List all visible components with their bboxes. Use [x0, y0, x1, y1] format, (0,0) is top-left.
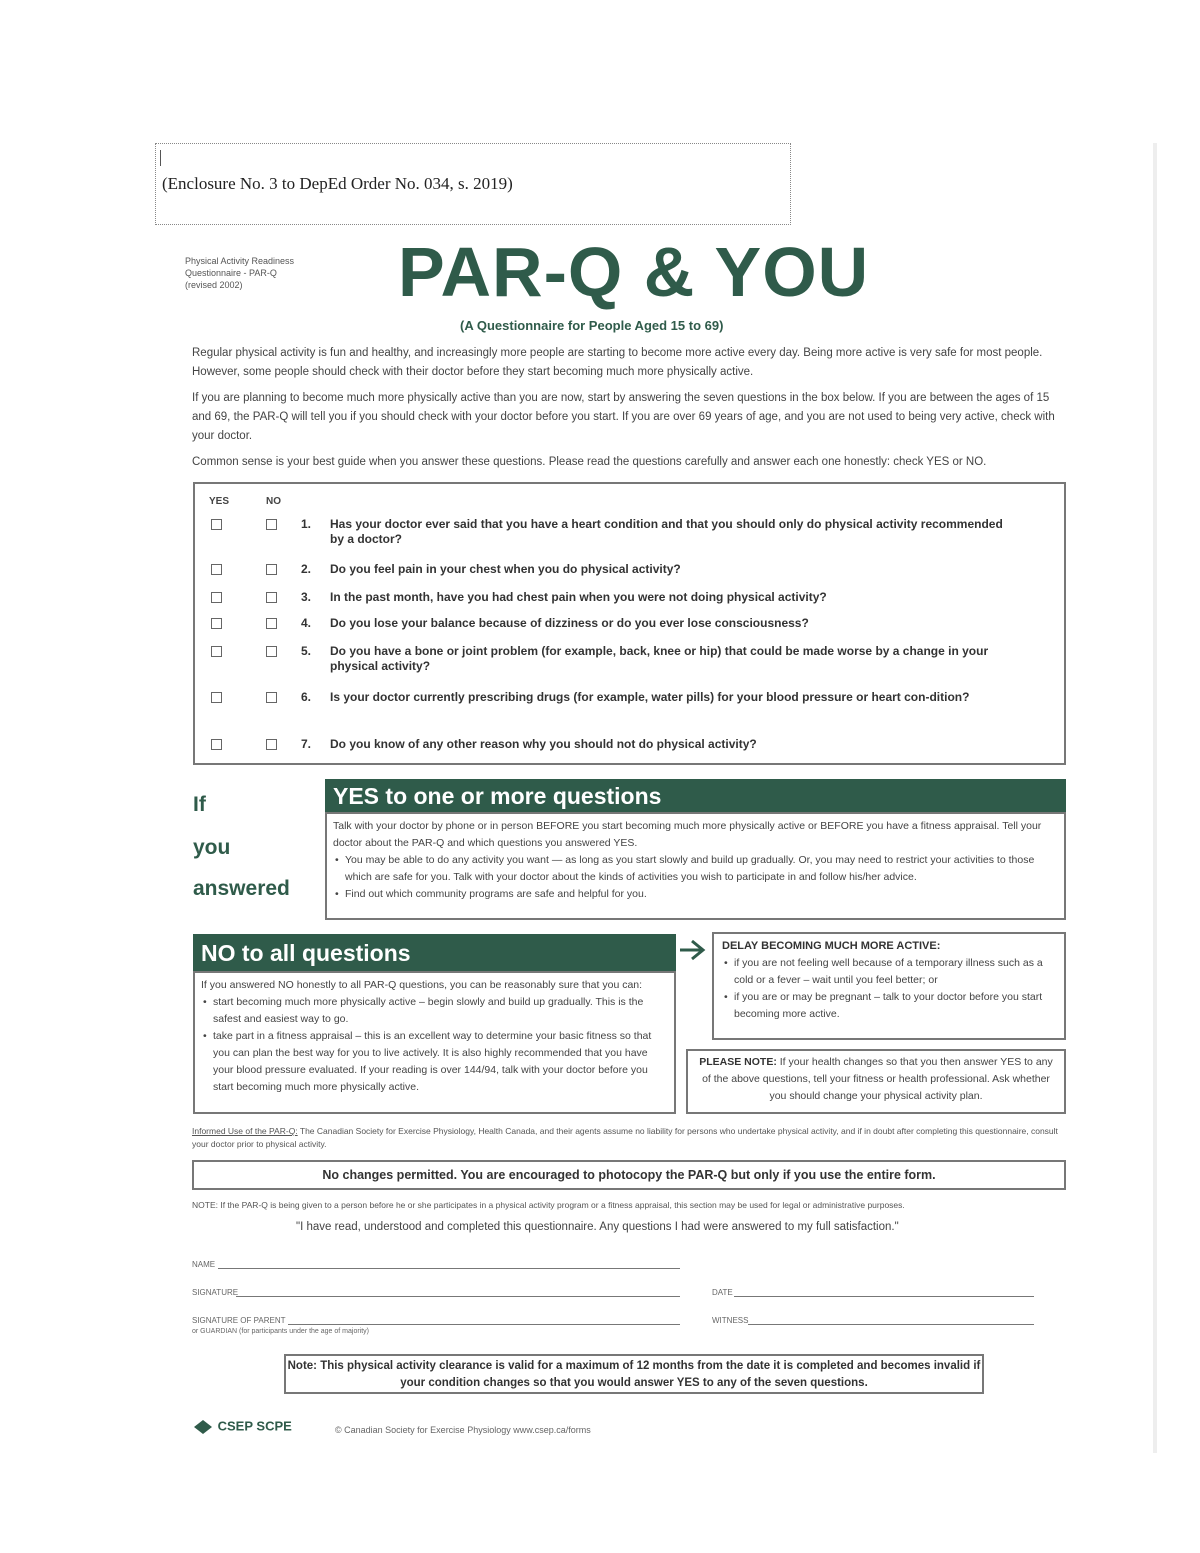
question-3-yes-checkbox[interactable]: [211, 592, 222, 603]
informed-use-text: [192, 1125, 1062, 1151]
date-label: DATE: [712, 1288, 733, 1297]
yes-section-bullet-text: Find out which community programs are safe and helpful for you.: [345, 888, 647, 900]
copyright: © Canadian Society for Exercise Physiology www.csep.ca/forms: [335, 1425, 591, 1435]
no-section-banner: NO to all questions: [193, 934, 676, 972]
no-section-text: If you answered NO honestly to all PAR-Q questions, you can be reasonably sure that you can:: [201, 979, 643, 991]
signature-label: SIGNATURE: [192, 1288, 239, 1297]
yes-section-bullet: • You may be able to do any activity you want — as long as you start slowly and build up gradually. Or, you may need to restrict your activities to those which are safe for you. Talk with your doctor about the kinds of activities you wish to participate in and follow his/her advice.: [335, 854, 1035, 883]
yes-section-banner: YES to one or more questions: [325, 779, 1066, 813]
yes-section-box: [325, 812, 1066, 920]
name-label: NAME: [192, 1260, 216, 1269]
no-section-bullet-text: take part in a fitness appraisal – this is an excellent way to determine your basic fitness so that you can plan the best way for you to live actively. It is also highly recommended that you have your blood pressure evaluated. If your reading is over 144/94, talk with your doctor before you start becoming much more physically active.: [213, 1030, 652, 1093]
csep-logo-icon: [192, 1418, 214, 1436]
please-note-text: If your health changes so that you then answer YES to any of the above questions, tell your fitness or health professional. Ask whether you should change your physical activity plan.: [702, 1056, 1053, 1102]
question-3-no-checkbox[interactable]: [266, 592, 277, 603]
delay-bullet: • if you are not feeling well because of a temporary illness such as a cold or a fever – wait until you feel better; or: [724, 957, 1043, 986]
informed-use-body: The Canadian Society for Exercise Physiology, Health Canada, and their agents assume no liability for persons who undertake physical activity, and if in doubt after completing this questionnaire, consult your doctor prior to physical activity.: [192, 1126, 1058, 1149]
question-number: 5.: [301, 644, 312, 658]
please-note-label: PLEASE NOTE:: [699, 1056, 777, 1068]
question-2-yes-checkbox[interactable]: [211, 564, 222, 575]
no-column-header: NO: [266, 496, 281, 507]
delay-box: [712, 932, 1066, 1040]
no-section-bullet: • take part in a fitness appraisal – this is an excellent way to determine your basic fitness so that you can plan the best way for you to live actively. It is also highly recommended that you have your blood pressure evaluated. If your reading is over 144/94, talk with your doctor before you start becoming much more physically active.: [203, 1030, 652, 1093]
no-changes-box: No changes permitted. You are encouraged to photocopy the PAR-Q but only if you use the entire form.: [192, 1160, 1066, 1190]
page-subtitle: (A Questionnaire for People Aged 15 to 69): [460, 318, 724, 333]
form-identifier-line: (revised 2002): [185, 280, 243, 290]
question-number: 1.: [301, 517, 312, 531]
if-you-answered-label: answered: [193, 877, 290, 900]
informed-use-label: Informed Use of the PAR-Q:: [192, 1126, 298, 1136]
csep-logo: [192, 1418, 292, 1436]
delay-title: DELAY BECOMING MUCH MORE ACTIVE:: [722, 940, 941, 952]
witness-field[interactable]: [748, 1324, 1034, 1325]
validity-note-box: Note: This physical activity clearance is valid for a maximum of 12 months from the date it is completed and becomes invalid if your condition changes so that you would answer YES to any of the seven questions.: [284, 1354, 984, 1394]
question-text: Has your doctor ever said that you have a heart condition and that you should only do physical activity recommended by a doctor?: [330, 517, 1003, 546]
parent-signature-label: SIGNATURE OF PARENT: [192, 1316, 286, 1325]
form-identifier-line: Physical Activity Readiness: [185, 256, 295, 266]
delay-bullet-text: if you are not feeling well because of a temporary illness such as a cold or a fever – wait until you feel better; or: [734, 957, 1043, 986]
no-section-bullet-text: start becoming much more physically active – begin slowly and build up gradually. This is the safest and easiest way to go.: [213, 996, 644, 1025]
legal-note: NOTE: If the PAR-Q is being given to a person before he or she participates in a physical activity program or a fitness appraisal, this section may be used for legal or administrative purposes.: [192, 1200, 905, 1210]
question-7-yes-checkbox[interactable]: [211, 739, 222, 750]
question-7-no-checkbox[interactable]: [266, 739, 277, 750]
question-number: 7.: [301, 737, 312, 751]
yes-section-text: Talk with your doctor by phone or in person BEFORE you start becoming much more physically active or BEFORE you have a fitness appraisal. Tell your doctor about the PAR-Q and which questions you answered YES.: [333, 820, 1042, 849]
question-6-no-checkbox[interactable]: [266, 692, 277, 703]
intro-paragraph-2: If you are planning to become much more physically active than you are now, start by answering the seven questions in the box below. If you are between the ages of 15 and 69, the PAR-Q will tell you if you should check with your doctor before you start. If you are over 69 years of age, and you are not used to being very active, check with your doctor.: [192, 392, 1055, 442]
question-5-yes-checkbox[interactable]: [211, 646, 222, 657]
question-text: Do you feel pain in your chest when you do physical activity?: [330, 562, 681, 576]
guardian-note: or GUARDIAN (for participants under the age of majority): [192, 1328, 370, 1335]
yes-section-bullet: • Find out which community programs are safe and helpful for you.: [335, 888, 647, 900]
enclosure-label: (Enclosure No. 3 to DepEd Order No. 034, s. 2019): [155, 143, 791, 225]
witness-label: WITNESS: [712, 1316, 749, 1325]
question-number: 3.: [301, 590, 312, 604]
question-1-no-checkbox[interactable]: [266, 519, 277, 530]
page-title: PAR-Q & YOU: [398, 233, 870, 311]
yes-column-header: YES: [209, 496, 230, 507]
intro-paragraph-3: Common sense is your best guide when you answer these questions. Please read the questions carefully and answer each one honestly: check YES or NO.: [192, 456, 987, 468]
question-text: Do you know of any other reason why you should not do physical activity?: [330, 737, 757, 751]
date-field[interactable]: [734, 1296, 1034, 1297]
questions-box: [193, 482, 1066, 765]
question-4-yes-checkbox[interactable]: [211, 618, 222, 629]
no-section-box: [193, 971, 676, 1114]
if-you-answered-label: you: [193, 836, 231, 859]
form-identifier: [185, 255, 294, 291]
question-number: 4.: [301, 616, 312, 630]
question-text: Do you lose your balance because of dizziness or do you ever lose consciousness?: [330, 616, 809, 630]
name-field[interactable]: [218, 1268, 680, 1269]
no-section-bullet: • start becoming much more physically active – begin slowly and build up gradually. This is the safest and easiest way to go.: [203, 996, 644, 1025]
question-2-no-checkbox[interactable]: [266, 564, 277, 575]
logo-text: CSEP SCPE: [217, 1418, 292, 1434]
please-note-box: [686, 1049, 1066, 1114]
yes-section-bullet-text: You may be able to do any activity you want — as long as you start slowly and build up gradually. Or, you may need to restrict your activities to those which are safe for you. Talk with your doctor about the kinds of activities you wish to participate in and follow his/her advice.: [345, 854, 1035, 883]
question-text: Is your doctor currently prescribing drugs (for example, water pills) for your blood pressure or heart con-dition?: [330, 690, 970, 704]
delay-bullet: • if you are or may be pregnant – talk to your doctor before you start becoming more active.: [724, 991, 1043, 1020]
page-edge-shadow: [1153, 143, 1157, 1453]
delay-bullet-text: if you are or may be pregnant – talk to your doctor before you start becoming more active.: [734, 991, 1043, 1020]
parent-signature-field[interactable]: [288, 1324, 680, 1325]
question-6-yes-checkbox[interactable]: [211, 692, 222, 703]
form-identifier-line: Questionnaire - PAR-Q: [185, 268, 277, 278]
question-text: In the past month, have you had chest pain when you were not doing physical activity?: [330, 590, 827, 604]
statement: "I have read, understood and completed this questionnaire. Any questions I had were answered to my full satisfaction.": [296, 1221, 899, 1233]
if-you-answered-label: If: [193, 793, 206, 816]
question-number: 6.: [301, 690, 312, 704]
intro-paragraph-1: Regular physical activity is fun and healthy, and increasingly more people are starting to become more active every day. Being more active is very safe for most people. However, some people should check with their doctor before they start becoming much more physically active.: [192, 347, 1043, 378]
arrow-right-icon: [678, 938, 708, 962]
question-text: Do you have a bone or joint problem (for example, back, knee or hip) that could be made worse by a change in your physical activity?: [330, 644, 989, 673]
question-number: 2.: [301, 562, 312, 576]
question-5-no-checkbox[interactable]: [266, 646, 277, 657]
question-1-yes-checkbox[interactable]: [211, 519, 222, 530]
signature-field[interactable]: [236, 1296, 680, 1297]
question-4-no-checkbox[interactable]: [266, 618, 277, 629]
